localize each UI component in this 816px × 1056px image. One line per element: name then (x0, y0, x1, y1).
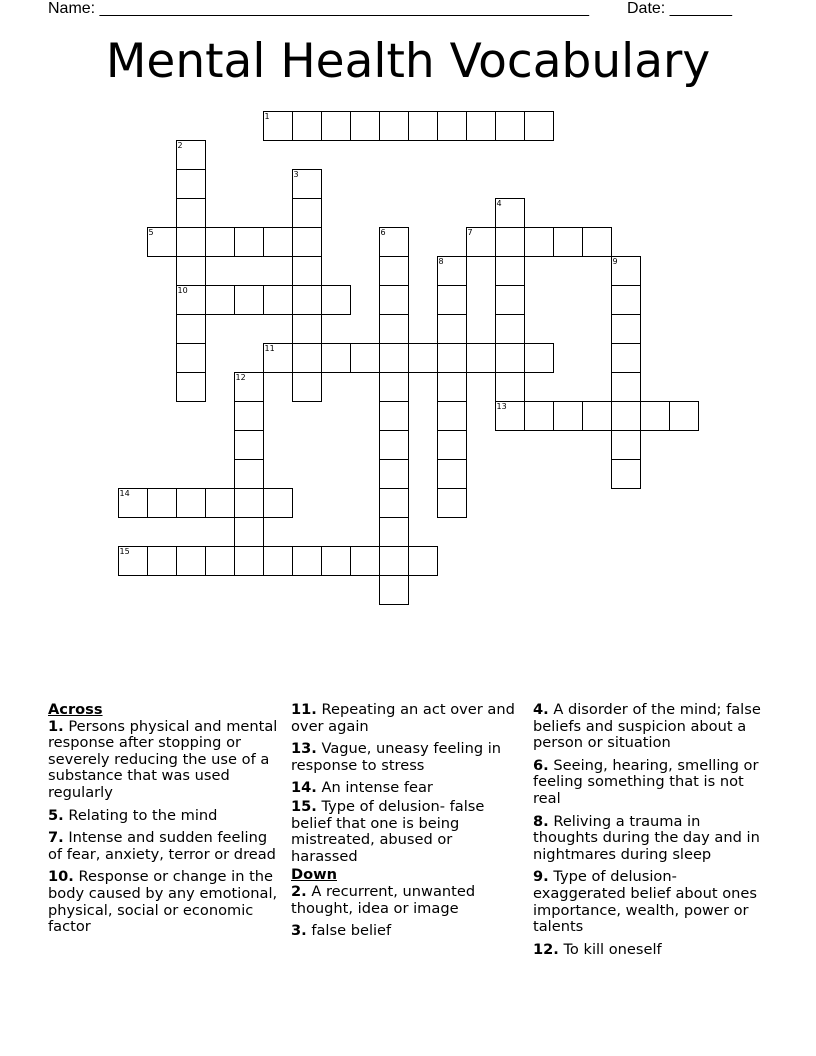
grid-cell[interactable] (379, 459, 409, 489)
grid-cell[interactable] (176, 488, 206, 518)
grid-cell[interactable] (147, 546, 177, 576)
grid-cell[interactable] (205, 227, 235, 257)
grid-cell[interactable] (205, 488, 235, 518)
grid-cell[interactable] (118, 546, 148, 576)
grid-cell[interactable] (176, 256, 206, 286)
grid-cell[interactable] (611, 285, 641, 315)
clue-number: 8 (438, 256, 444, 266)
grid-cell[interactable] (379, 517, 409, 547)
grid-cell[interactable] (466, 227, 496, 257)
grid-cell[interactable] (176, 140, 206, 170)
clue-across-5: 5. Relating to the mind (48, 806, 218, 824)
grid-cell[interactable] (292, 227, 322, 257)
grid-cell[interactable] (524, 343, 554, 373)
grid-cell[interactable] (495, 343, 525, 373)
grid-cell[interactable] (321, 285, 351, 315)
grid-cell[interactable] (379, 111, 409, 141)
clues-column-1 (48, 702, 284, 942)
grid-cell[interactable] (176, 343, 206, 373)
grid-cell[interactable] (234, 488, 264, 518)
clue-down-2: 2. A recurrent, unwanted thought, idea or image (291, 882, 476, 917)
grid-cell[interactable] (234, 546, 264, 576)
grid-cell[interactable] (263, 227, 293, 257)
grid-cell[interactable] (437, 459, 467, 489)
grid-cell[interactable] (495, 285, 525, 315)
grid-cell[interactable] (292, 169, 322, 199)
grid-cell[interactable] (292, 198, 322, 228)
grid-cell[interactable] (408, 111, 438, 141)
across-heading: Across (48, 701, 103, 718)
grid-cell[interactable] (495, 111, 525, 141)
grid-cell[interactable] (379, 285, 409, 315)
grid-cell[interactable] (524, 401, 554, 431)
grid-cell[interactable] (379, 546, 409, 576)
grid-cell[interactable] (524, 111, 554, 141)
grid-cell[interactable] (611, 343, 641, 373)
grid-cell[interactable] (205, 285, 235, 315)
grid-cell[interactable] (437, 488, 467, 518)
grid-cell[interactable] (234, 227, 264, 257)
grid-cell[interactable] (495, 372, 525, 402)
grid-cell[interactable] (408, 343, 438, 373)
grid-cell[interactable] (495, 227, 525, 257)
clue-number: 13 (496, 401, 507, 411)
page-title: Mental Health Vocabulary (105, 34, 711, 89)
grid-cell[interactable] (350, 111, 380, 141)
grid-cell[interactable] (553, 401, 583, 431)
grid-cell[interactable] (234, 372, 264, 402)
grid-cell[interactable] (553, 227, 583, 257)
grid-cell[interactable] (176, 546, 206, 576)
clue-number: 12 (235, 372, 246, 382)
grid-cell[interactable] (611, 256, 641, 286)
clue-number: 7 (467, 227, 473, 237)
grid-cell[interactable] (234, 285, 264, 315)
grid-cell[interactable] (350, 343, 380, 373)
grid-cell[interactable] (437, 372, 467, 402)
grid-cell[interactable] (321, 343, 351, 373)
grid-cell[interactable] (292, 546, 322, 576)
grid-cell[interactable] (437, 256, 467, 286)
grid-cell[interactable] (379, 343, 409, 373)
clue-across-13: 13. Vague, uneasy feeling in response to stress (291, 740, 502, 774)
grid-cell[interactable] (176, 169, 206, 199)
grid-cell[interactable] (611, 372, 641, 402)
grid-cell[interactable] (263, 488, 293, 518)
grid-cell[interactable] (176, 314, 206, 344)
grid-cell[interactable] (437, 314, 467, 344)
clue-number: 15 (119, 546, 130, 556)
grid-cell[interactable] (611, 314, 641, 344)
clue-across-1: 1. Persons physical and mental response after stopping or severely reducing the use of a substance that was used regularly (48, 717, 278, 801)
grid-cell[interactable] (234, 459, 264, 489)
clue-down-12: 12. To kill oneself (533, 940, 662, 958)
clue-number: 14 (119, 488, 130, 498)
grid-cell[interactable] (176, 285, 206, 315)
clue-number: 9 (612, 256, 618, 266)
grid-cell[interactable] (118, 488, 148, 518)
grid-cell[interactable] (611, 430, 641, 460)
clue-number: 10 (177, 285, 188, 295)
grid-cell[interactable] (263, 546, 293, 576)
grid-cell[interactable] (495, 314, 525, 344)
grid-cell[interactable] (147, 488, 177, 518)
grid-cell[interactable] (524, 227, 554, 257)
grid-cell[interactable] (321, 546, 351, 576)
grid-cell[interactable] (495, 198, 525, 228)
clue-down-4: 4. A disorder of the mind; false beliefs and suspicion about a person or situation (533, 701, 761, 752)
grid-cell[interactable] (234, 430, 264, 460)
grid-cell[interactable] (292, 314, 322, 344)
clue-across-15: 15. Type of delusion- false belief that one is being mistreated, abused or harassed (291, 797, 485, 865)
grid-cell[interactable] (611, 401, 641, 431)
grid-cell[interactable] (582, 401, 612, 431)
grid-cell[interactable] (408, 546, 438, 576)
grid-cell[interactable] (611, 459, 641, 489)
grid-cell[interactable] (437, 343, 467, 373)
clues-column-3 (533, 702, 769, 964)
clue-number: 3 (293, 169, 299, 179)
grid-cell[interactable] (350, 546, 380, 576)
clue-across-14: 14. An intense fear (291, 779, 433, 797)
grid-cell[interactable] (292, 372, 322, 402)
grid-cell[interactable] (379, 401, 409, 431)
grid-cell[interactable] (466, 111, 496, 141)
grid-cell[interactable] (379, 488, 409, 518)
grid-cell[interactable] (379, 314, 409, 344)
clue-across-7: 7. Intense and sudden feeling of fear, anxiety, terror or dread (48, 829, 276, 863)
clue-number: 6 (380, 227, 386, 237)
grid-cell[interactable] (292, 343, 322, 373)
down-heading: Down (291, 866, 338, 884)
grid-cell[interactable] (176, 198, 206, 228)
grid-cell[interactable] (147, 227, 177, 257)
grid-cell[interactable] (437, 430, 467, 460)
grid-cell[interactable] (321, 111, 351, 141)
grid-cell[interactable] (176, 227, 206, 257)
grid-cell[interactable] (205, 546, 235, 576)
grid-cell[interactable] (582, 227, 612, 257)
grid-cell[interactable] (263, 285, 293, 315)
grid-cell[interactable] (495, 401, 525, 431)
clue-number: 11 (264, 343, 275, 353)
clue-across-11: 11. Repeating an act over and over again (291, 701, 515, 735)
grid-cell[interactable] (437, 111, 467, 141)
grid-cell[interactable] (466, 343, 496, 373)
clue-number: 4 (496, 198, 502, 208)
clue-down-9: 9. Type of delusion- exaggerated belief about ones importance, wealth, power or talents (533, 868, 757, 936)
name-field-line: Name: _______________________________________________________ (48, 0, 589, 17)
grid-cell[interactable] (379, 372, 409, 402)
clue-down-3: 3. false belief (291, 922, 392, 940)
date-field-line: Date: _______ (627, 0, 732, 17)
grid-cell[interactable] (379, 227, 409, 257)
grid-cell[interactable] (176, 372, 206, 402)
grid-cell[interactable] (669, 401, 699, 431)
clue-number: 5 (148, 227, 154, 237)
grid-cell[interactable] (292, 111, 322, 141)
grid-cell[interactable] (495, 256, 525, 286)
grid-cell[interactable] (263, 343, 293, 373)
clue-down-6: 6. Seeing, hearing, smelling or feeling something that is not real (533, 756, 759, 807)
grid-cell[interactable] (379, 430, 409, 460)
grid-cell[interactable] (234, 517, 264, 547)
grid-cell[interactable] (437, 401, 467, 431)
clue-number: 1 (264, 111, 270, 121)
clue-down-8: 8. Reliving a trauma in thoughts during the day and in nightmares during sleep (533, 812, 760, 863)
grid-cell[interactable] (292, 256, 322, 286)
grid-cell[interactable] (263, 111, 293, 141)
grid-cell[interactable] (292, 285, 322, 315)
grid-cell[interactable] (437, 285, 467, 315)
clues-column-2 (291, 702, 519, 946)
clue-across-10: 10. Response or change in the body caused by any emotional, physical, social or economic factor (48, 868, 278, 936)
grid-cell[interactable] (640, 401, 670, 431)
grid-cell[interactable] (379, 575, 409, 605)
clue-number: 2 (177, 140, 183, 150)
grid-cell[interactable] (234, 401, 264, 431)
grid-cell[interactable] (379, 256, 409, 286)
